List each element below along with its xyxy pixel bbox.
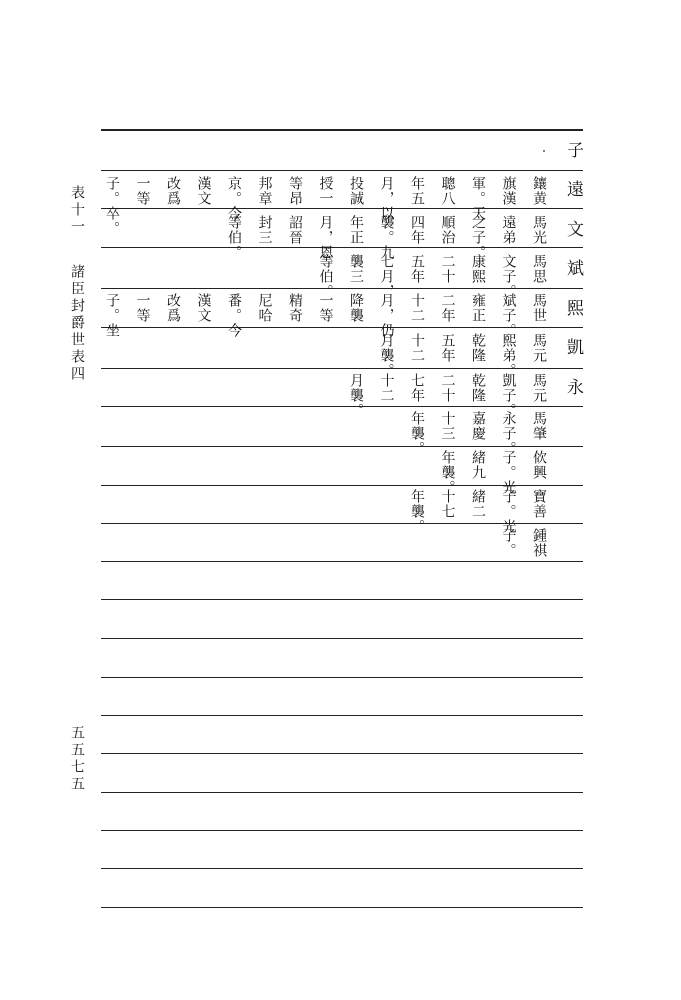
row-rule bbox=[101, 792, 583, 793]
table-cell: 封三 bbox=[256, 215, 273, 245]
table-cell: 年五 bbox=[409, 176, 425, 206]
table-cell: 等伯。 bbox=[317, 254, 334, 299]
table-cell: 雍正 bbox=[470, 293, 486, 323]
table-cell: 年襲。 bbox=[439, 450, 456, 495]
table-cell: 漢文 bbox=[195, 293, 212, 323]
table-cell: 一等 bbox=[317, 293, 334, 323]
row-rule bbox=[101, 715, 583, 716]
page-number: 五五七五 bbox=[69, 725, 85, 793]
margin-title: 表十一 bbox=[69, 185, 85, 236]
table-cell: 鑲黄 bbox=[531, 176, 547, 206]
table-cell: 聰八 bbox=[439, 176, 456, 206]
table-cell: 乾隆 bbox=[470, 373, 486, 403]
row-name: 熙 bbox=[563, 299, 583, 316]
table-cell: 康熙 bbox=[470, 254, 486, 284]
row-name: 遠 bbox=[563, 180, 583, 197]
header-rule bbox=[101, 129, 583, 131]
table-cell: 降襲 bbox=[348, 293, 364, 323]
table-cell: 緒二 bbox=[470, 489, 486, 519]
table-cell: 一等 bbox=[134, 176, 151, 206]
table-cell: 年正 bbox=[348, 215, 364, 245]
row-rule bbox=[101, 868, 583, 869]
table-cell: 授一 bbox=[317, 176, 334, 206]
table-cell: 十三 bbox=[439, 411, 456, 441]
row-rule bbox=[101, 677, 583, 678]
table-cell: 一等 bbox=[134, 293, 151, 323]
table-cell: 改爲 bbox=[165, 293, 181, 323]
table-cell: 斌子。 bbox=[500, 293, 517, 338]
table-cell: 緒九 bbox=[470, 450, 486, 480]
row-rule bbox=[101, 247, 583, 248]
row-rule bbox=[101, 599, 583, 600]
table-cell: 文子。 bbox=[500, 254, 517, 299]
table-cell: 十七 bbox=[439, 489, 456, 519]
row-rule bbox=[101, 907, 583, 908]
table-cell: 七月， bbox=[378, 254, 395, 299]
table-cell: 年襲。 bbox=[409, 489, 425, 534]
table-cell: 乾隆 bbox=[470, 333, 486, 363]
table-cell: 佽興 bbox=[531, 450, 547, 480]
table-cell: 馬元 bbox=[531, 333, 547, 363]
margin-subtitle: 諸臣封爵世表四 bbox=[69, 264, 85, 383]
table-cell: 漢文 bbox=[195, 176, 212, 206]
table-cell: 五年 bbox=[409, 254, 425, 284]
table-cell: 月，仍 bbox=[378, 293, 395, 338]
table-cell: 邦章 bbox=[256, 176, 273, 206]
row-name: 永 bbox=[563, 378, 583, 395]
table-cell: 軍。天 bbox=[470, 176, 486, 221]
table-cell: 子。光 bbox=[500, 450, 517, 495]
table-cell: 年襲。 bbox=[409, 411, 425, 456]
table-cell: 番。今 bbox=[226, 293, 242, 338]
table-cell: 月，恩 bbox=[317, 215, 334, 260]
table-cell: 馬世 bbox=[531, 293, 547, 323]
table-cell: 二年 bbox=[439, 293, 456, 323]
row-rule bbox=[101, 830, 583, 831]
table-cell: 寶善 bbox=[531, 489, 547, 519]
table-cell: 二十 bbox=[439, 373, 456, 403]
table-cell: 十二 bbox=[409, 333, 425, 363]
table-cell: 尼哈 bbox=[256, 293, 273, 323]
table-cell: 子。光 bbox=[500, 489, 517, 534]
header-label: 子 bbox=[563, 141, 583, 158]
table-cell: 子。卒。 bbox=[104, 176, 120, 236]
table-cell: 旗漢 bbox=[500, 176, 517, 206]
table-cell: 七年 bbox=[409, 373, 425, 403]
table-cell: 月襲。 bbox=[348, 373, 364, 418]
table-cell: 遠弟 bbox=[500, 215, 517, 245]
row-name: 凱 bbox=[563, 338, 583, 355]
table-cell: 精奇 bbox=[287, 293, 303, 323]
table-cell: 鍾祺 bbox=[531, 528, 547, 558]
row-name: 文 bbox=[563, 220, 583, 237]
row-rule bbox=[101, 638, 583, 639]
table-cell: 之子。 bbox=[470, 215, 486, 260]
table-cell: 詔晉 bbox=[287, 215, 303, 245]
table-cell: 京。今 bbox=[226, 176, 242, 221]
row-name: 斌 bbox=[563, 259, 583, 276]
table-cell: 等昂 bbox=[287, 176, 303, 206]
table-cell: 馬肇 bbox=[531, 411, 547, 441]
table-cell: 五年 bbox=[439, 333, 456, 363]
table-cell: 襲三 bbox=[348, 254, 364, 284]
row-rule bbox=[101, 561, 583, 562]
header-dot bbox=[543, 150, 545, 152]
table-cell: 襲。九 bbox=[378, 215, 395, 260]
row-rule bbox=[101, 170, 583, 171]
table-cell: 熙弟。 bbox=[500, 333, 517, 378]
table-cell: 十二 bbox=[378, 373, 395, 403]
table-cell: 子。坐 bbox=[104, 293, 120, 338]
table-cell: 二十 bbox=[439, 254, 456, 284]
table-cell: 馬思 bbox=[531, 254, 547, 284]
row-rule bbox=[101, 208, 583, 209]
table-cell: 改爲 bbox=[165, 176, 181, 206]
row-rule bbox=[101, 753, 583, 754]
table-cell: 月襲。 bbox=[378, 333, 395, 378]
table-cell: 凱子。 bbox=[500, 373, 517, 418]
table-cell: 嘉慶 bbox=[470, 411, 486, 441]
table-cell: 等伯。 bbox=[226, 215, 242, 260]
table-cell: 永子。 bbox=[500, 411, 517, 456]
table-cell: 順治 bbox=[439, 215, 456, 245]
table-cell: 月，以 bbox=[378, 176, 395, 221]
table-cell: 十二 bbox=[409, 293, 425, 323]
table-cell: 投誠 bbox=[348, 176, 364, 206]
table-cell: 四年 bbox=[409, 215, 425, 245]
table-cell: 子。 bbox=[500, 528, 517, 558]
table-cell: 馬元 bbox=[531, 373, 547, 403]
table-cell: 馬光 bbox=[531, 215, 547, 245]
